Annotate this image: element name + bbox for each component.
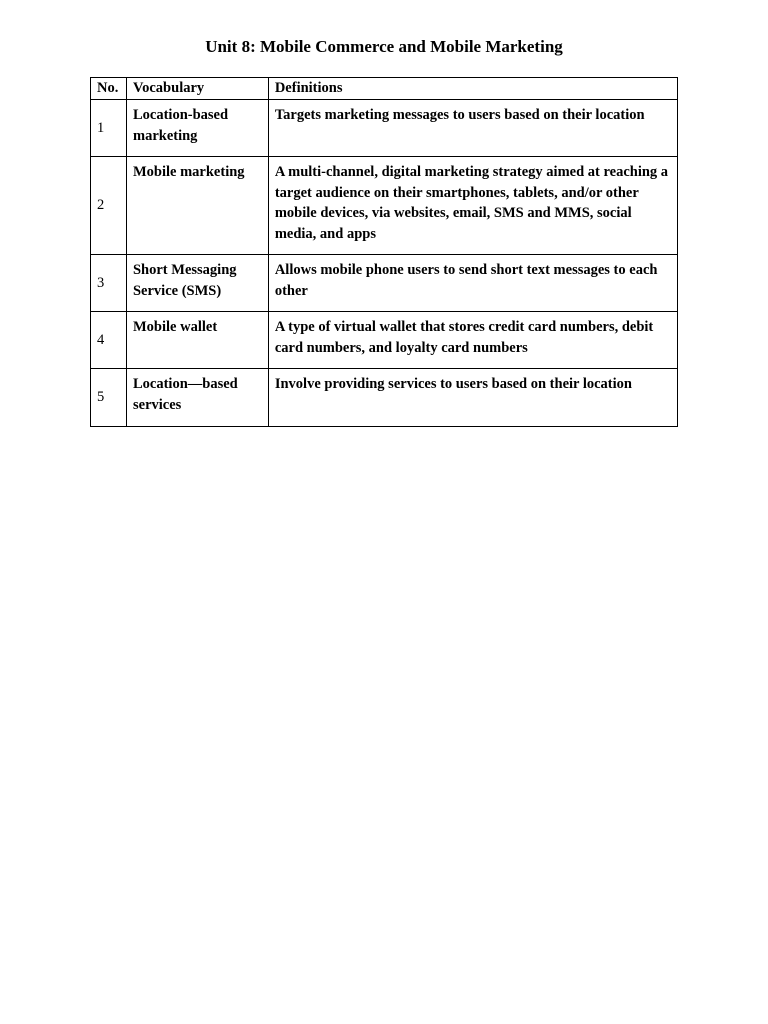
row-number: 1 — [91, 100, 127, 157]
header-vocabulary: Vocabulary — [126, 78, 268, 100]
page-title: Unit 8: Mobile Commerce and Mobile Marketing — [205, 37, 563, 56]
table-row — [91, 100, 678, 157]
row-number: 2 — [91, 157, 127, 255]
row-number: 3 — [91, 255, 127, 312]
definition-text: A type of virtual wallet that stores credit card numbers, debit card numbers, and loyalty card numbers — [268, 312, 677, 369]
vocabulary-term: Location—based services — [126, 369, 268, 427]
table-row — [91, 312, 678, 369]
definition-text: Targets marketing messages to users based on their location — [268, 100, 677, 157]
definition-text: Allows mobile phone users to send short text messages to each other — [268, 255, 677, 312]
header-definitions: Definitions — [268, 78, 677, 100]
table-row — [91, 157, 678, 255]
table-row — [91, 369, 678, 427]
row-number: 4 — [91, 312, 127, 369]
row-number: 5 — [91, 369, 127, 427]
vocabulary-table — [90, 77, 678, 427]
table-row — [91, 255, 678, 312]
vocabulary-term: Location-based marketing — [126, 100, 268, 157]
vocabulary-term: Mobile marketing — [126, 157, 268, 255]
vocabulary-term: Mobile wallet — [126, 312, 268, 369]
vocabulary-term: Short Messaging Service (SMS) — [126, 255, 268, 312]
definition-text: Involve providing services to users based on their location — [268, 369, 677, 427]
header-no: No. — [91, 78, 127, 100]
table-header-row — [91, 78, 678, 100]
definition-text: A multi-channel, digital marketing strategy aimed at reaching a target audience on their smartphones, tablets, and/or other mobile devices, via websites, email, SMS and MMS, social media, and apps — [268, 157, 677, 255]
